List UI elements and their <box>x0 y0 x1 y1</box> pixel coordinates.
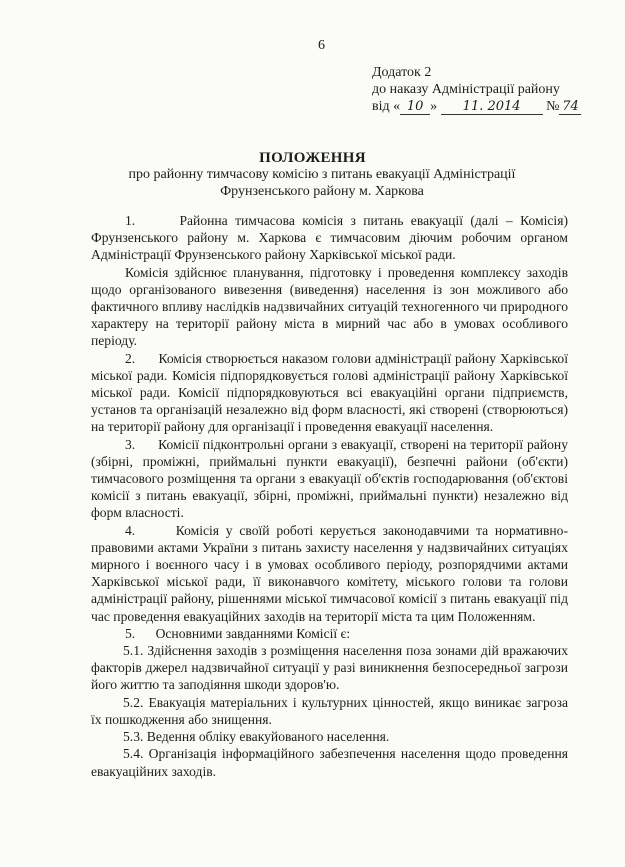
number-label: № <box>546 99 560 114</box>
paragraph-4: 4. Комісія у своїй роботі керується законодавчими та нормативно-правовими актами України з питань захисту населення у надзвичайних ситуаціях мирного і воєнного часу і в умовах особливого періоду, розпорядчими актами Харківської міської ради, її виконавчого комітету, міського голови та голови адміністрації району, рішеннями міської тимчасової комісії з питань евакуації під час проведення евакуаційних заходів на території міста та цим Положенням. <box>91 522 568 624</box>
paragraph-5-1: 5.1. Здійснення заходів з розміщення населення поза зонами дій вражаючих факторів джерел надзвичайної ситуації у разі виникнення безпосередньої загрози його життю та заподіяння шкоди здоров'ю. <box>91 643 568 693</box>
handwritten-day: 10 <box>400 100 430 115</box>
paragraph-5: 5. Основними завданнями Комісії є: <box>125 625 351 641</box>
paragraph-3: 3. Комісії підконтрольні органи з евакуації, створені на території району (збірні, проміжні, приймальні пункти евакуації), безпечні райони (об'єкти) тимчасового розміщення та органи з евакуації об'єктів господарювання (об'єктові комісії з питань евакуації, збірні, проміжні, приймальні пункти) незалежно від форм власності. <box>91 436 568 521</box>
date-prefix: від « <box>372 99 401 114</box>
annex-header <box>372 64 581 115</box>
annex-date-line <box>372 98 581 115</box>
document-body <box>91 212 568 780</box>
annex-order-line: до наказу Адміністрації району <box>372 82 560 97</box>
annex-title: Додаток 2 <box>372 65 432 80</box>
paragraph-2: 2. Комісія створюється наказом голови адміністрації району Харківської міської ради. Комісія підпорядковується голові адміністрації району Харківської міської ради. Комісії підпорядковуються всі евакуаційні органи підприємств, установ та організацій незалежно від форм власності, які створені (створюються) на території району для організації і проведення евакуації населення. <box>91 350 568 435</box>
paragraph-1: 1. Районна тимчасова комісія з питань евакуації (далі – Комісія) Фрунзенського району м. Харкова є тимчасовим діючим робочим органом Адміністрації Фрунзенського району Харківської міської ради. <box>91 213 568 263</box>
handwritten-order-number: 74 <box>559 100 581 115</box>
handwritten-month-year: 11. 2014 <box>441 100 543 115</box>
paragraph-1-cont: Комісія здійснює планування, підготовку і проведення комплексу заходів щодо організованого вивезення (виведення) населення із зон можливого або фактичного впливу наслідків надзвичайних ситуацій техногенного чи природного характеру на території району міста в мирний час або в умовах особливого періоду. <box>91 264 568 349</box>
paragraph-5-3: 5.3. Ведення обліку евакуйованого населення. <box>123 729 390 745</box>
document-subtitle: про районну тимчасову комісію з питань евакуації Адміністрації Фрунзенського району м. Харкова <box>128 167 516 199</box>
page-number: 6 <box>318 38 325 53</box>
date-sep: » <box>430 99 438 114</box>
document-title: ПОЛОЖЕННЯ <box>259 150 366 166</box>
paragraph-5-4: 5.4. Організація інформаційного забезпечення населення щодо проведення евакуаційних заходів. <box>91 746 568 779</box>
paragraph-5-2: 5.2. Евакуація матеріальних і культурних цінностей, якщо виникає загроза їх пошкодження або знищення. <box>91 694 568 727</box>
